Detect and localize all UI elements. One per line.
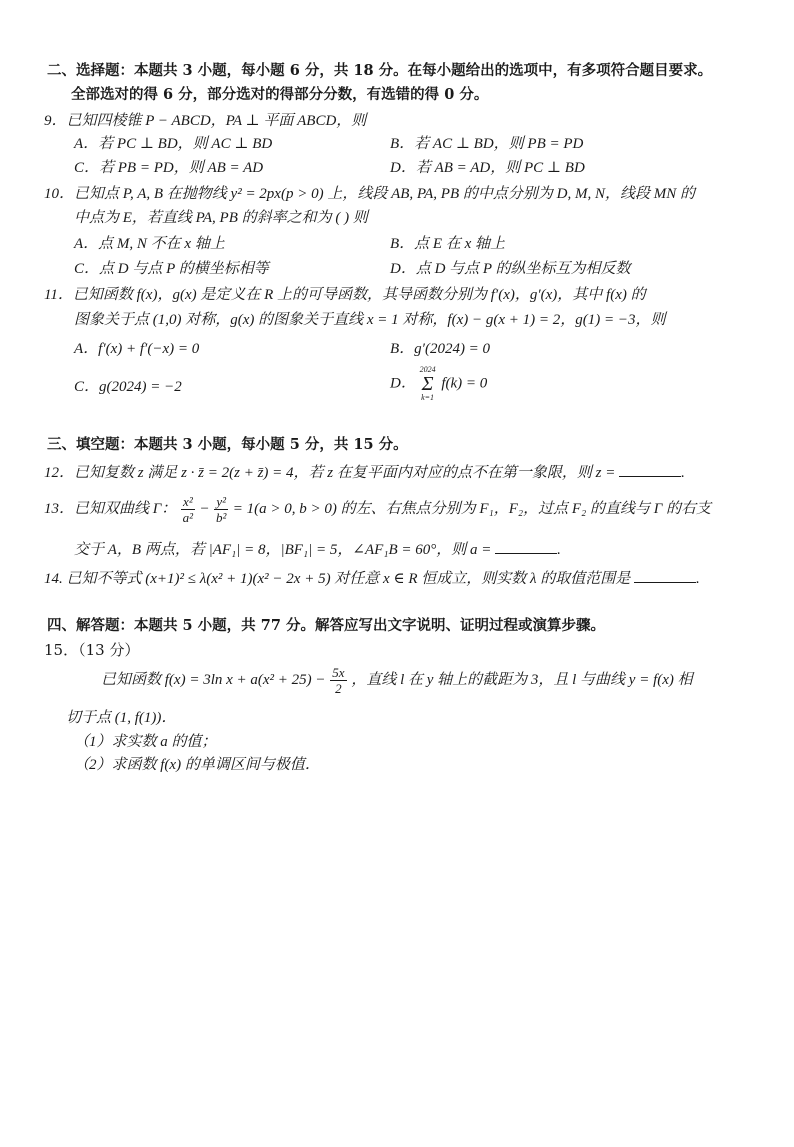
q11-option-c: C．g(2024) = −2: [74, 379, 182, 395]
q12-question: [44, 464, 685, 481]
summation-symbol: [420, 366, 436, 402]
q12-text: 12．已知复数 z 满足 z · z̄ = 2(z + z̄) = 4，若 z 在复平面内对应的点不在第一象限，则 z =: [44, 465, 616, 481]
q13-frac2-num: y²: [216, 494, 227, 509]
q13-line2-text: 交于 A，B 两点，若 |AF₁| = 8，|BF₁| = 5，∠AF₁B = 60°，则 a =: [74, 542, 492, 558]
q14-text: 14. 已知不等式 (x+1)² ≤ λ(x² + 1)(x² − 2x + 5) 对任意 x ∈ R 恒成立，则实数 λ 的取值范围是: [44, 571, 631, 587]
q9-stem: 9．已知四棱锥 P − ABCD，PA ⊥ 平面 ABCD，则: [44, 113, 367, 129]
q13-end: .: [557, 542, 561, 558]
sigma-icon: Σ: [421, 373, 434, 395]
section4-header: 四、解答题：本题共 5 小题，共 77 分。解答应写出文字说明、证明过程或演算步骤。: [47, 617, 605, 634]
section2-header-line2: 全部选对的得 6 分，部分选对的得部分分数，有选错的得 0 分。: [71, 86, 489, 103]
q11-stem-line1: 11．已知函数 f(x)，g(x) 是定义在 R 上的可导函数，其导函数分别为 f′(x)，g′(x)，其中 f(x) 的: [44, 287, 646, 303]
q12-answer-blank[interactable]: [619, 464, 681, 477]
q13-fraction-x: [181, 495, 195, 524]
q10-stem-line1: 10．已知点 P, A, B 在抛物线 y² = 2px(p > 0) 上，线段 AB, PA, PB 的中点分别为 D, M, N，线段 MN 的: [44, 186, 695, 202]
q13-frac2-den: b²: [215, 510, 227, 525]
q11-option-d: [390, 366, 487, 402]
q11-option-b: B．g′(2024) = 0: [390, 341, 491, 357]
sum-upper-limit: 2024: [419, 365, 436, 374]
q14-end: .: [695, 571, 700, 587]
q13-line1: [44, 495, 711, 524]
q13-post: = 1(a > 0, b > 0) 的左、右焦点分别为 F₁，F₂，过点 F₂ 的直线与 Γ 的右支: [232, 501, 712, 517]
q9-option-d: D．若 AB = AD，则 PC ⊥ BD: [390, 160, 585, 176]
q10-option-d: D．点 D 与点 P 的纵坐标互为相反数: [390, 261, 631, 277]
q15-part2: （2）求函数 f(x) 的单调区间与极值．: [74, 757, 320, 773]
q12-end: .: [681, 465, 685, 481]
q10-option-b: B．点 E 在 x 轴上: [390, 236, 505, 252]
q13-pre: 13．已知双曲线 Γ：: [44, 501, 177, 517]
q15-frac-den: 2: [335, 681, 342, 696]
q15-post: ，直线 l 在 y 轴上的截距为 3，且 l 与曲线 y = f(x) 相: [351, 672, 693, 688]
q13-frac1-den: a²: [182, 510, 194, 525]
q13-line2: [74, 541, 561, 558]
q13-frac1-num: x²: [183, 494, 193, 509]
q10-option-c: C．点 D 与点 P 的横坐标相等: [74, 261, 269, 277]
q14-answer-blank[interactable]: [634, 570, 696, 583]
q15-stem-line2: 切于点 (1, f(1))．: [66, 710, 177, 726]
q11-option-d-label: D．: [390, 375, 416, 392]
q11-option-d-expr: f(k) = 0: [441, 375, 488, 392]
q11-stem-line2: 图象关于点 (1,0) 对称，g(x) 的图象关于直线 x = 1 对称，f(x) − g(x + 1) = 2，g(1) = −3，则: [74, 312, 666, 328]
q11-option-a: A．f′(x) + f′(−x) = 0: [74, 341, 200, 357]
q15-stem-line1: [101, 666, 693, 695]
q15-frac-num: 5x: [332, 665, 345, 680]
q10-stem-line2: 中点为 E，若直线 PA, PB 的斜率之和为 ( ) 则: [74, 210, 368, 226]
q9-option-a: A．若 PC ⊥ BD，则 AC ⊥ BD: [74, 136, 273, 152]
q10-option-a: A．点 M, N 不在 x 轴上: [74, 236, 225, 252]
section2-header: 二、选择题：本题共 3 小题，每小题 6 分，共 18 分。在每小题给出的选项中，有多项符合题目要求。: [47, 62, 713, 79]
q15-label: 15．（13 分）: [44, 641, 140, 659]
q15-fraction: [330, 666, 346, 695]
q15-pre: 已知函数 f(x) = 3ln x + a(x² + 25) −: [101, 672, 326, 688]
section3-header: 三、填空题：本题共 3 小题，每小题 5 分，共 15 分。: [47, 436, 408, 453]
q15-part1: （1）求实数 a 的值；: [74, 734, 217, 750]
q13-answer-blank[interactable]: [495, 541, 557, 554]
q13-minus: −: [199, 501, 210, 517]
q9-option-b: B．若 AC ⊥ BD，则 PB = PD: [390, 136, 584, 152]
q9-option-c: C．若 PB = PD，则 AB = AD: [74, 160, 264, 176]
sum-lower-limit: k=1: [421, 393, 435, 402]
q14-question: [44, 570, 700, 587]
q13-fraction-y: [214, 495, 228, 524]
